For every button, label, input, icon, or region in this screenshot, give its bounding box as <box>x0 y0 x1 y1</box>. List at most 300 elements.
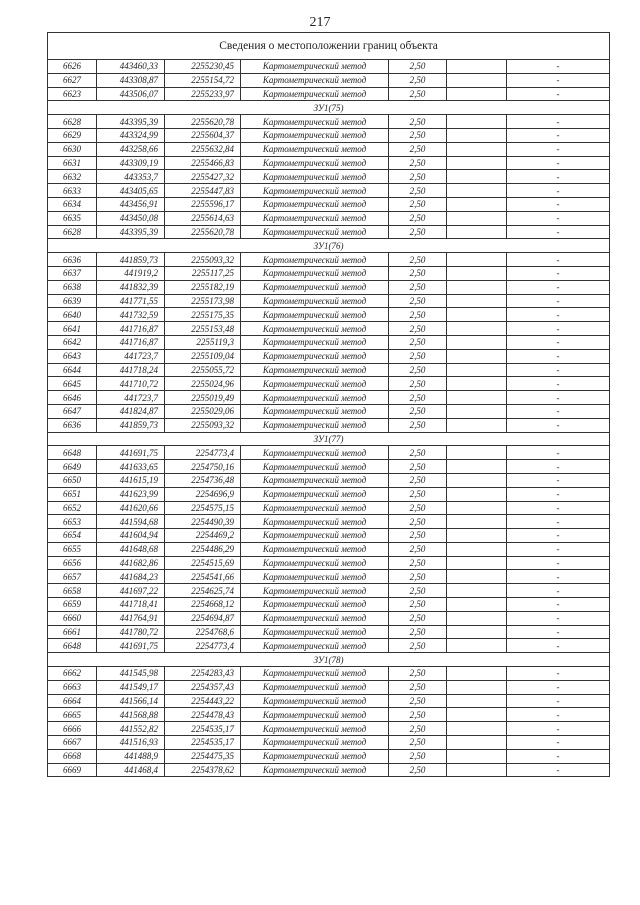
point-number-cell: 6636 <box>48 253 97 267</box>
note-cell: - <box>507 266 610 280</box>
y-coordinate-cell: 2255154,72 <box>165 73 241 87</box>
table-row <box>48 115 610 129</box>
y-coordinate-cell: 2254478,43 <box>165 708 241 722</box>
accuracy-cell: 2,50 <box>389 225 447 239</box>
note-cell: - <box>507 115 610 129</box>
description-cell <box>447 280 507 294</box>
method-cell: Картометрический метод <box>241 156 389 170</box>
accuracy-cell: 2,50 <box>389 625 447 639</box>
method-cell: Картометрический метод <box>241 763 389 777</box>
method-cell: Картометрический метод <box>241 680 389 694</box>
note-cell: - <box>507 763 610 777</box>
method-cell: Картометрический метод <box>241 584 389 598</box>
point-number-cell: 6638 <box>48 280 97 294</box>
method-cell: Картометрический метод <box>241 473 389 487</box>
point-number-cell: 6659 <box>48 598 97 612</box>
method-cell: Картометрический метод <box>241 60 389 74</box>
x-coordinate-cell: 441780,72 <box>97 625 165 639</box>
method-cell: Картометрический метод <box>241 708 389 722</box>
y-coordinate-cell: 2255117,25 <box>165 266 241 280</box>
point-number-cell: 6642 <box>48 335 97 349</box>
accuracy-cell: 2,50 <box>389 404 447 418</box>
x-coordinate-cell: 443460,33 <box>97 60 165 74</box>
table-row <box>48 225 610 239</box>
point-number-cell: 6641 <box>48 322 97 336</box>
y-coordinate-cell: 2254357,43 <box>165 680 241 694</box>
description-cell <box>447 308 507 322</box>
y-coordinate-cell: 2254575,15 <box>165 501 241 515</box>
table-row <box>48 404 610 418</box>
accuracy-cell: 2,50 <box>389 335 447 349</box>
point-number-cell: 6626 <box>48 60 97 74</box>
x-coordinate-cell: 441697,22 <box>97 584 165 598</box>
point-number-cell: 6635 <box>48 211 97 225</box>
method-cell: Картометрический метод <box>241 363 389 377</box>
point-number-cell: 6643 <box>48 349 97 363</box>
x-coordinate-cell: 443456,91 <box>97 197 165 211</box>
description-cell <box>447 418 507 432</box>
page-number: 217 <box>309 15 331 30</box>
accuracy-cell: 2,50 <box>389 73 447 87</box>
description-cell <box>447 625 507 639</box>
description-cell <box>447 736 507 750</box>
y-coordinate-cell: 2255614,63 <box>165 211 241 225</box>
y-coordinate-cell: 2254475,35 <box>165 749 241 763</box>
table-row <box>48 667 610 681</box>
accuracy-cell: 2,50 <box>389 142 447 156</box>
method-cell: Картометрический метод <box>241 391 389 405</box>
description-cell <box>447 349 507 363</box>
table-row <box>48 570 610 584</box>
y-coordinate-cell: 2255620,78 <box>165 115 241 129</box>
table-title: Сведения о местоположении границ объекта <box>48 33 610 60</box>
description-cell <box>447 722 507 736</box>
y-coordinate-cell: 2255466,83 <box>165 156 241 170</box>
x-coordinate-cell: 441648,68 <box>97 542 165 556</box>
description-cell <box>447 708 507 722</box>
y-coordinate-cell: 2254694,87 <box>165 611 241 625</box>
note-cell: - <box>507 211 610 225</box>
note-cell: - <box>507 404 610 418</box>
description-cell <box>447 363 507 377</box>
note-cell: - <box>507 446 610 460</box>
table-row <box>48 556 610 570</box>
note-cell: - <box>507 487 610 501</box>
table-row <box>48 418 610 432</box>
note-cell: - <box>507 280 610 294</box>
table-row <box>48 170 610 184</box>
y-coordinate-cell: 2254283,43 <box>165 667 241 681</box>
table-row <box>48 542 610 556</box>
point-number-cell: 6648 <box>48 639 97 653</box>
y-coordinate-cell: 2255055,72 <box>165 363 241 377</box>
table-row <box>48 211 610 225</box>
point-number-cell: 6661 <box>48 625 97 639</box>
note-cell: - <box>507 87 610 101</box>
y-coordinate-cell: 2254486,29 <box>165 542 241 556</box>
note-cell: - <box>507 611 610 625</box>
accuracy-cell: 2,50 <box>389 487 447 501</box>
table-row <box>48 266 610 280</box>
y-coordinate-cell: 2255427,32 <box>165 170 241 184</box>
y-coordinate-cell: 2255153,48 <box>165 322 241 336</box>
table-row <box>48 363 610 377</box>
description-cell <box>447 211 507 225</box>
x-coordinate-cell: 441723,7 <box>97 391 165 405</box>
y-coordinate-cell: 2255029,06 <box>165 404 241 418</box>
table-row <box>48 639 610 653</box>
table-row <box>48 294 610 308</box>
table-row <box>48 280 610 294</box>
y-coordinate-cell: 2255233,97 <box>165 87 241 101</box>
point-number-cell: 6639 <box>48 294 97 308</box>
section-label: ЗУ1(76) <box>48 239 610 253</box>
point-number-cell: 6658 <box>48 584 97 598</box>
description-cell <box>447 322 507 336</box>
accuracy-cell: 2,50 <box>389 87 447 101</box>
description-cell <box>447 694 507 708</box>
y-coordinate-cell: 2255230,45 <box>165 60 241 74</box>
y-coordinate-cell: 2255093,32 <box>165 253 241 267</box>
note-cell: - <box>507 625 610 639</box>
x-coordinate-cell: 443395,39 <box>97 225 165 239</box>
accuracy-cell: 2,50 <box>389 115 447 129</box>
description-cell <box>447 294 507 308</box>
y-coordinate-cell: 2255093,32 <box>165 418 241 432</box>
table-row <box>48 142 610 156</box>
x-coordinate-cell: 441832,39 <box>97 280 165 294</box>
method-cell: Картометрический метод <box>241 667 389 681</box>
method-cell: Картометрический метод <box>241 404 389 418</box>
x-coordinate-cell: 443258,66 <box>97 142 165 156</box>
accuracy-cell: 2,50 <box>389 529 447 543</box>
method-cell: Картометрический метод <box>241 418 389 432</box>
x-coordinate-cell: 441566,14 <box>97 694 165 708</box>
y-coordinate-cell: 2255019,49 <box>165 391 241 405</box>
description-cell <box>447 570 507 584</box>
x-coordinate-cell: 441718,24 <box>97 363 165 377</box>
description-cell <box>447 446 507 460</box>
x-coordinate-cell: 443353,7 <box>97 170 165 184</box>
description-cell <box>447 60 507 74</box>
table-row <box>48 128 610 142</box>
method-cell: Картометрический метод <box>241 335 389 349</box>
method-cell: Картометрический метод <box>241 87 389 101</box>
point-number-cell: 6655 <box>48 542 97 556</box>
table-row <box>48 708 610 722</box>
note-cell: - <box>507 749 610 763</box>
point-number-cell: 6640 <box>48 308 97 322</box>
accuracy-cell: 2,50 <box>389 570 447 584</box>
x-coordinate-cell: 441549,17 <box>97 680 165 694</box>
description-cell <box>447 142 507 156</box>
table-body <box>48 33 610 777</box>
point-number-cell: 6631 <box>48 156 97 170</box>
accuracy-cell: 2,50 <box>389 598 447 612</box>
note-cell: - <box>507 570 610 584</box>
table-row <box>48 73 610 87</box>
method-cell: Картометрический метод <box>241 639 389 653</box>
description-cell <box>447 87 507 101</box>
accuracy-cell: 2,50 <box>389 294 447 308</box>
y-coordinate-cell: 2254378,62 <box>165 763 241 777</box>
y-coordinate-cell: 2255119,3 <box>165 335 241 349</box>
accuracy-cell: 2,50 <box>389 680 447 694</box>
point-number-cell: 6646 <box>48 391 97 405</box>
method-cell: Картометрический метод <box>241 197 389 211</box>
description-cell <box>447 115 507 129</box>
description-cell <box>447 404 507 418</box>
note-cell: - <box>507 363 610 377</box>
accuracy-cell: 2,50 <box>389 128 447 142</box>
description-cell <box>447 749 507 763</box>
table-header-row <box>48 33 610 60</box>
point-number-cell: 6668 <box>48 749 97 763</box>
x-coordinate-cell: 443405,65 <box>97 184 165 198</box>
accuracy-cell: 2,50 <box>389 694 447 708</box>
description-cell <box>447 611 507 625</box>
note-cell: - <box>507 542 610 556</box>
y-coordinate-cell: 2254625,74 <box>165 584 241 598</box>
point-number-cell: 6633 <box>48 184 97 198</box>
x-coordinate-cell: 441568,88 <box>97 708 165 722</box>
note-cell: - <box>507 322 610 336</box>
description-cell <box>447 391 507 405</box>
accuracy-cell: 2,50 <box>389 322 447 336</box>
accuracy-cell: 2,50 <box>389 584 447 598</box>
table-row <box>48 308 610 322</box>
accuracy-cell: 2,50 <box>389 211 447 225</box>
note-cell: - <box>507 142 610 156</box>
x-coordinate-cell: 441919,2 <box>97 266 165 280</box>
accuracy-cell: 2,50 <box>389 418 447 432</box>
method-cell: Картометрический метод <box>241 598 389 612</box>
note-cell: - <box>507 170 610 184</box>
method-cell: Картометрический метод <box>241 556 389 570</box>
table-row <box>48 501 610 515</box>
x-coordinate-cell: 441732,59 <box>97 308 165 322</box>
description-cell <box>447 473 507 487</box>
y-coordinate-cell: 2255182,19 <box>165 280 241 294</box>
table-row <box>48 584 610 598</box>
x-coordinate-cell: 443309,19 <box>97 156 165 170</box>
point-number-cell: 6665 <box>48 708 97 722</box>
point-number-cell: 6648 <box>48 446 97 460</box>
method-cell: Картометрический метод <box>241 266 389 280</box>
y-coordinate-cell: 2255596,17 <box>165 197 241 211</box>
y-coordinate-cell: 2254535,17 <box>165 722 241 736</box>
description-cell <box>447 73 507 87</box>
accuracy-cell: 2,50 <box>389 736 447 750</box>
y-coordinate-cell: 2254535,17 <box>165 736 241 750</box>
description-cell <box>447 556 507 570</box>
x-coordinate-cell: 441545,98 <box>97 667 165 681</box>
note-cell: - <box>507 73 610 87</box>
x-coordinate-cell: 443395,39 <box>97 115 165 129</box>
x-coordinate-cell: 441710,72 <box>97 377 165 391</box>
table-row <box>48 722 610 736</box>
table-row <box>48 487 610 501</box>
note-cell: - <box>507 184 610 198</box>
accuracy-cell: 2,50 <box>389 501 447 515</box>
x-coordinate-cell: 441620,66 <box>97 501 165 515</box>
section-label: ЗУ1(75) <box>48 101 610 115</box>
point-number-cell: 6666 <box>48 722 97 736</box>
x-coordinate-cell: 441691,75 <box>97 639 165 653</box>
x-coordinate-cell: 441684,23 <box>97 570 165 584</box>
accuracy-cell: 2,50 <box>389 749 447 763</box>
table-row <box>48 156 610 170</box>
accuracy-cell: 2,50 <box>389 170 447 184</box>
method-cell: Картометрический метод <box>241 294 389 308</box>
x-coordinate-cell: 441691,75 <box>97 446 165 460</box>
point-number-cell: 6632 <box>48 170 97 184</box>
point-number-cell: 6649 <box>48 460 97 474</box>
x-coordinate-cell: 441488,9 <box>97 749 165 763</box>
note-cell: - <box>507 529 610 543</box>
x-coordinate-cell: 441552,82 <box>97 722 165 736</box>
x-coordinate-cell: 441716,87 <box>97 322 165 336</box>
note-cell: - <box>507 667 610 681</box>
note-cell: - <box>507 335 610 349</box>
accuracy-cell: 2,50 <box>389 308 447 322</box>
method-cell: Картометрический метод <box>241 529 389 543</box>
y-coordinate-cell: 2254773,4 <box>165 639 241 653</box>
note-cell: - <box>507 460 610 474</box>
method-cell: Картометрический метод <box>241 253 389 267</box>
table-row <box>48 680 610 694</box>
note-cell: - <box>507 253 610 267</box>
method-cell: Картометрический метод <box>241 225 389 239</box>
table-row <box>48 377 610 391</box>
description-cell <box>447 529 507 543</box>
point-number-cell: 6660 <box>48 611 97 625</box>
boundary-coordinates-table <box>47 32 610 777</box>
table-row <box>48 391 610 405</box>
table-row <box>48 749 610 763</box>
y-coordinate-cell: 2254773,4 <box>165 446 241 460</box>
point-number-cell: 6644 <box>48 363 97 377</box>
x-coordinate-cell: 443324,99 <box>97 128 165 142</box>
accuracy-cell: 2,50 <box>389 253 447 267</box>
point-number-cell: 6654 <box>48 529 97 543</box>
method-cell: Картометрический метод <box>241 446 389 460</box>
point-number-cell: 6645 <box>48 377 97 391</box>
description-cell <box>447 184 507 198</box>
y-coordinate-cell: 2255447,83 <box>165 184 241 198</box>
method-cell: Картометрический метод <box>241 749 389 763</box>
description-cell <box>447 460 507 474</box>
note-cell: - <box>507 225 610 239</box>
point-number-cell: 6656 <box>48 556 97 570</box>
note-cell: - <box>507 128 610 142</box>
accuracy-cell: 2,50 <box>389 611 447 625</box>
method-cell: Картометрический метод <box>241 487 389 501</box>
method-cell: Картометрический метод <box>241 694 389 708</box>
table-row <box>48 625 610 639</box>
point-number-cell: 6647 <box>48 404 97 418</box>
accuracy-cell: 2,50 <box>389 639 447 653</box>
method-cell: Картометрический метод <box>241 570 389 584</box>
x-coordinate-cell: 441824,87 <box>97 404 165 418</box>
note-cell: - <box>507 501 610 515</box>
note-cell: - <box>507 584 610 598</box>
y-coordinate-cell: 2255109,04 <box>165 349 241 363</box>
point-number-cell: 6669 <box>48 763 97 777</box>
section-label: ЗУ1(78) <box>48 653 610 667</box>
note-cell: - <box>507 197 610 211</box>
description-cell <box>447 197 507 211</box>
x-coordinate-cell: 441859,73 <box>97 418 165 432</box>
x-coordinate-cell: 441723,7 <box>97 349 165 363</box>
table-row <box>48 253 610 267</box>
method-cell: Картометрический метод <box>241 515 389 529</box>
y-coordinate-cell: 2254750,16 <box>165 460 241 474</box>
x-coordinate-cell: 443308,87 <box>97 73 165 87</box>
point-number-cell: 6653 <box>48 515 97 529</box>
section-header-row <box>48 101 610 115</box>
x-coordinate-cell: 443506,07 <box>97 87 165 101</box>
accuracy-cell: 2,50 <box>389 446 447 460</box>
x-coordinate-cell: 441623,99 <box>97 487 165 501</box>
description-cell <box>447 170 507 184</box>
table-row <box>48 598 610 612</box>
section-label: ЗУ1(77) <box>48 432 610 446</box>
x-coordinate-cell: 441771,55 <box>97 294 165 308</box>
table-row <box>48 473 610 487</box>
point-number-cell: 6623 <box>48 87 97 101</box>
method-cell: Картометрический метод <box>241 460 389 474</box>
description-cell <box>447 266 507 280</box>
point-number-cell: 6629 <box>48 128 97 142</box>
accuracy-cell: 2,50 <box>389 708 447 722</box>
section-header-row <box>48 432 610 446</box>
method-cell: Картометрический метод <box>241 722 389 736</box>
accuracy-cell: 2,50 <box>389 556 447 570</box>
accuracy-cell: 2,50 <box>389 667 447 681</box>
note-cell: - <box>507 515 610 529</box>
y-coordinate-cell: 2255604,37 <box>165 128 241 142</box>
table-row <box>48 335 610 349</box>
accuracy-cell: 2,50 <box>389 460 447 474</box>
x-coordinate-cell: 441468,4 <box>97 763 165 777</box>
accuracy-cell: 2,50 <box>389 542 447 556</box>
table-row <box>48 197 610 211</box>
x-coordinate-cell: 443450,08 <box>97 211 165 225</box>
point-number-cell: 6628 <box>48 115 97 129</box>
point-number-cell: 6663 <box>48 680 97 694</box>
point-number-cell: 6627 <box>48 73 97 87</box>
method-cell: Картометрический метод <box>241 322 389 336</box>
y-coordinate-cell: 2254768,6 <box>165 625 241 639</box>
table-row <box>48 694 610 708</box>
note-cell: - <box>507 308 610 322</box>
table-row <box>48 349 610 363</box>
y-coordinate-cell: 2255620,78 <box>165 225 241 239</box>
method-cell: Картометрический метод <box>241 128 389 142</box>
accuracy-cell: 2,50 <box>389 363 447 377</box>
point-number-cell: 6652 <box>48 501 97 515</box>
point-number-cell: 6630 <box>48 142 97 156</box>
note-cell: - <box>507 708 610 722</box>
table-row <box>48 460 610 474</box>
table-row <box>48 515 610 529</box>
point-number-cell: 6664 <box>48 694 97 708</box>
point-number-cell: 6650 <box>48 473 97 487</box>
note-cell: - <box>507 418 610 432</box>
table-row <box>48 736 610 750</box>
y-coordinate-cell: 2254515,69 <box>165 556 241 570</box>
